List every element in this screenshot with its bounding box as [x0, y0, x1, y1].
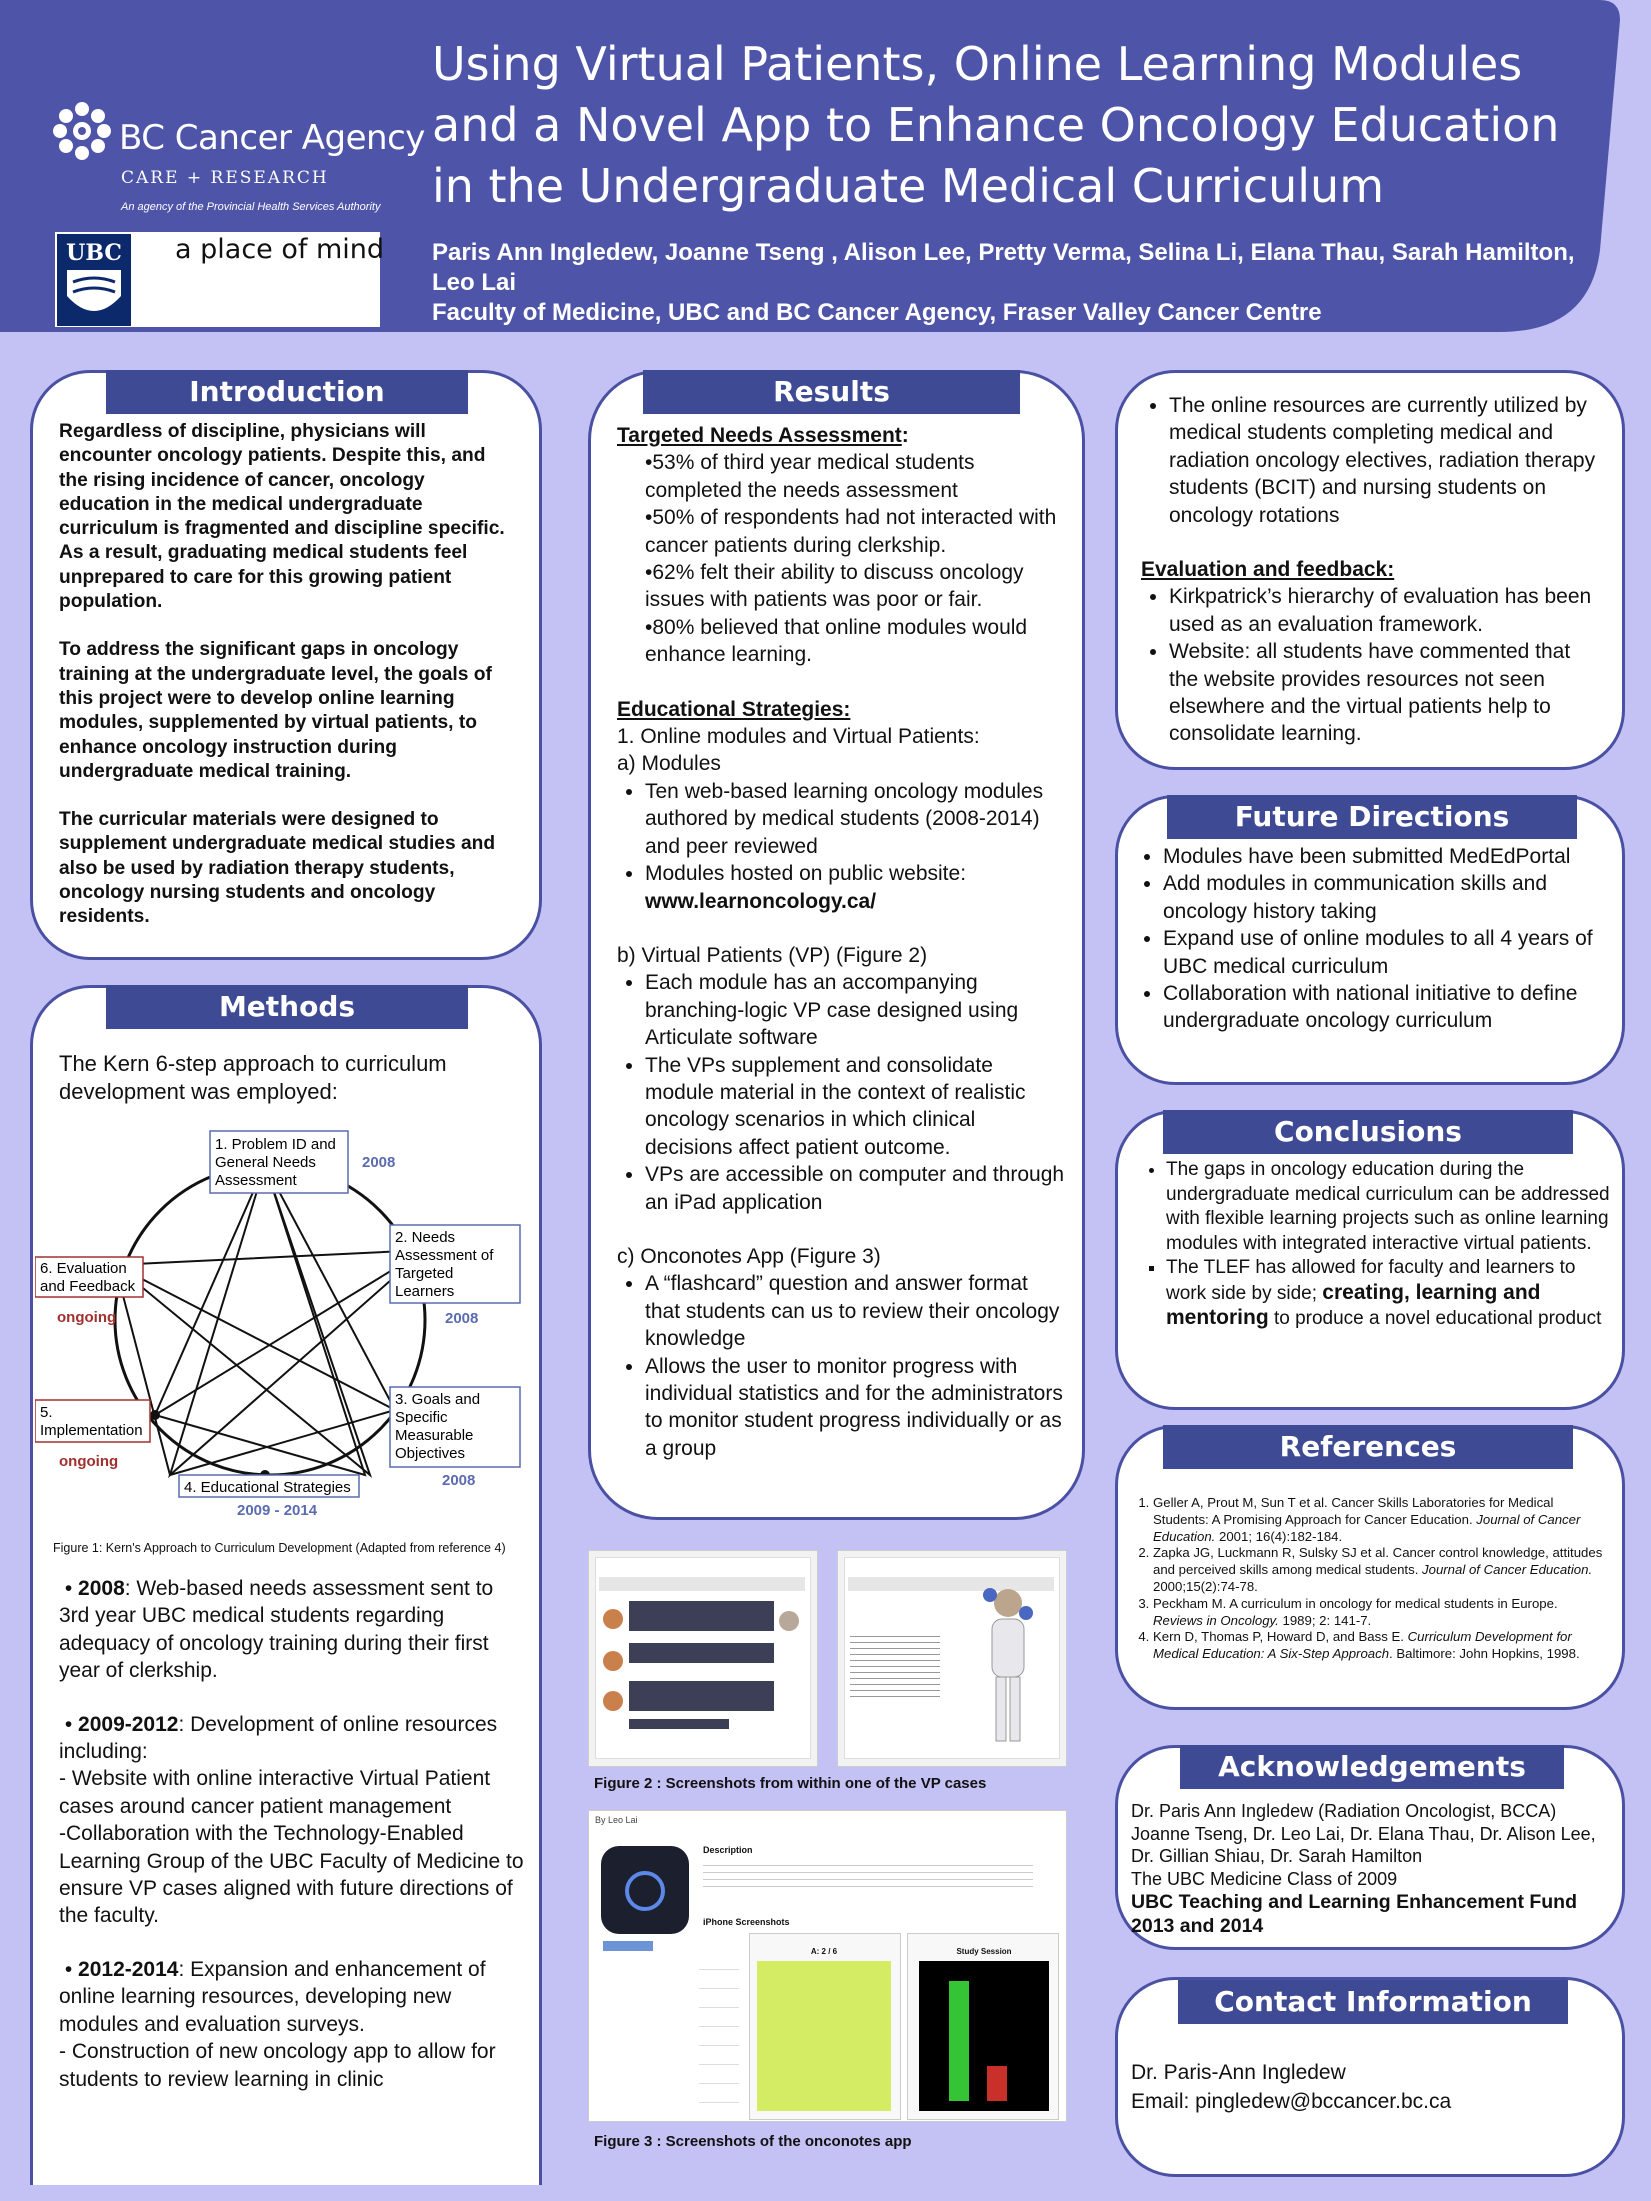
results-text: Targeted Needs Assessment: •53% of third year medical students completed the needs assessment •50% of respondents had not interacted with cancer patients during clerkship. •62% felt their ability to discuss oncology issues with patients was poor or fair. •80% believed that online modules would enhance learning. Educational Strategies: 1. Online modules and Virtual Patients: a) Modules • Ten web-based learning oncology modules authored by medical students (2008-2014) and peer reviewed • Modules hosted on public website: www.learnoncology.ca/ b) Virtual Patients (VP) (Figure 2) • Each module has an accompanying branching-logic VP case designed using Articulate software • The VPs supplement and consolidate module material in the context of realistic oncology scenarios in which clinical decisions affect patient outcome. • VPs are accessible on computer and through an iPad application c) Onconotes App (Figure 3) • A “flashcard” question and answer format that students can us to review their oncology knowledge • Allows the user to monitor progress with individual statistics and for the administrators to monitor student progress individually or as a group [617, 422, 1067, 1462]
step6-label: 6. Evaluation and Feedback [40, 1260, 136, 1295]
timeline-sub-collab: -Collaboration with the Technology-Enabled Learning Group of the UBC Faculty of Medicine to ensure VP cases aligned with future directions of the faculty. [59, 1822, 524, 1928]
contact-email[interactable]: Email: pingledew@bccancer.bc.ca [1131, 2090, 1452, 2113]
conclusions-list [1138, 1158, 1613, 1332]
tna-item: •62% felt their ability to discuss oncology issues with patients was poor or fair. [645, 561, 1024, 612]
step2-label: 2. Needs Assessment of Targeted Learners [395, 1229, 494, 1300]
fig3-description: Description [703, 1845, 753, 1855]
kern-cycle-diagram [35, 1125, 540, 1525]
step2-year: 2008 [445, 1310, 479, 1327]
introduction-p1: Regardless of discipline, physicians will encounter oncology patients. Despite this, and the rising incidence of cancer, oncology education in the medical undergraduate curriculum is fragmented and discipline specific. As a result, graduating medical students feel unprepared to care for this growing patient population. [59, 421, 505, 613]
references-list [1133, 1495, 1611, 1663]
introduction-p2: To address the significant gaps in oncology training at the undergraduate level, the goals of this project were to develop online learning modules, supplemented by virtual patients, to enhance oncology instruction during undergraduate medical training. [59, 639, 492, 782]
future-list [1135, 843, 1615, 1035]
step4-label: 4. Educational Strategies [184, 1479, 351, 1496]
reference-item: 4. Kern D, Thomas P, Howard D, and Bass E. Curriculum Development for Medical Education: A Six-Step Approach. Baltimore: John Hopkins, 1998. [1153, 1629, 1611, 1663]
bcca-logo-icon [53, 100, 111, 162]
fig3-iphone-label: iPhone Screenshots [703, 1917, 790, 1927]
acknowledgements-text [1131, 1800, 1611, 1938]
step5-note: ongoing [59, 1453, 119, 1470]
vp-list [617, 969, 1067, 1216]
ack-line: Joanne Tseng, Dr. Leo Lai, Dr. Elana Thau, Dr. Alison Lee, Dr. Gillian Shiau, Dr. Sarah Hamilton [1131, 1823, 1596, 1867]
website-link[interactable]: www.learnoncology.ca/ [645, 889, 877, 913]
poster-header [0, 0, 1651, 332]
es-online: 1. Online modules and Virtual Patients: [617, 725, 980, 749]
ubc-tagline: a place of mind [175, 234, 385, 265]
introduction-p3: The curricular materials were designed to supplement undergraduate medical studies and also be used by radiation therapy students, oncology nursing students and oncology residents. [59, 809, 496, 928]
figure3-caption: Figure 3 : Screenshots of the onconotes app [594, 2133, 912, 2150]
conclusions-heading: Conclusions [1163, 1110, 1573, 1154]
ubc-crest-icon [57, 234, 131, 326]
bcca-subtitle: CARE + RESEARCH [121, 168, 329, 188]
usage-text [1141, 392, 1601, 748]
contact-text [1131, 2058, 1611, 2116]
figure1-caption: Figure 1: Kern's Approach to Curriculum Development (Adapted from reference 4) [53, 1541, 506, 1555]
future-text [1135, 843, 1615, 1035]
modules-item: • Ten web-based learning oncology modules authored by medical students (2008-2014) and peer reviewed [645, 778, 1067, 860]
fig3-counter: A: 2 / 6 [810, 1947, 838, 1956]
contact-heading: Contact Information [1178, 1980, 1568, 2024]
ack-line: The UBC Medicine Class of 2009 [1131, 1868, 1398, 1889]
conclusion-item: ▪ The TLEF has allowed for faculty and learners to work side by side; creating, learning and mentoring to produce a novel educational product [1166, 1256, 1613, 1332]
author-list: Paris Ann Ingledew, Joanne Tseng , Alison Lee, Pretty Verma, Selina Li, Elana Thau, Sarah Hamilton, Leo Lai [432, 239, 1575, 296]
tna-list [617, 449, 1067, 668]
methods-heading: Methods [106, 985, 468, 1029]
references-text [1133, 1495, 1611, 1663]
virtual-patient-figure [978, 1581, 1038, 1751]
app-item: • Allows the user to monitor progress with individual statistics and for the administrators to monitor student progress individually or as a group [645, 1353, 1067, 1463]
modules-item: • Modules hosted on public website: www.learnoncology.ca/ [645, 860, 1067, 915]
modules-list [617, 778, 1067, 915]
ack-line: Dr. Paris Ann Ingledew (Radiation Oncologist, BCCA) [1131, 1801, 1557, 1821]
vp-screenshot-1 [588, 1550, 818, 1767]
step6-note: ongoing [57, 1309, 117, 1326]
future-item: • Collaboration with national initiative to define undergraduate oncology curriculum [1163, 980, 1615, 1035]
fig3-author: By Leo Lai [595, 1815, 638, 1825]
affiliation: Faculty of Medicine, UBC and BC Cancer Agency, Fraser Valley Cancer Centre [432, 299, 1322, 326]
onconotes-app-screenshot [588, 1810, 1067, 2122]
tna-title: Targeted Needs Assessment [617, 424, 902, 447]
step5-label: 5. Implementation [40, 1404, 143, 1439]
reference-item: 2. Zapka JG, Luckmann R, Sulsky SJ et al. Cancer control knowledge, attitudes and perceived skills among medical students. Journal of Cancer Education. 2000;15(2):74-78. [1153, 1545, 1611, 1595]
usage-item: • The online resources are currently utilized by medical students completing medical and radiation oncology electives, radiation therapy students (BCIT) and nursing students on oncology rotations [1169, 392, 1601, 529]
step3-year: 2008 [442, 1472, 476, 1489]
es-title: Educational Strategies: [617, 697, 851, 721]
fig3-study-session: Study Session [956, 1947, 1012, 1956]
conclusion-item: • The gaps in oncology education during the undergraduate medical curriculum can be addressed with flexible learning projects such as online learning modules with integrated interactive virtual patients. [1166, 1158, 1613, 1256]
vp-item: • VPs are accessible on computer and through an iPad application [645, 1161, 1067, 1216]
app-list [617, 1270, 1067, 1462]
reference-item: 3. Peckham M. A curriculum in oncology for medical students in Europe. Reviews in Oncology. 1989; 2: 141-7. [1153, 1596, 1611, 1630]
eval-item: • Kirkpatrick’s hierarchy of evaluation has been used as an evaluation framework. [1169, 583, 1601, 638]
app-title: c) Onconotes App (Figure 3) [617, 1244, 881, 1268]
step1-year: 2008 [362, 1154, 396, 1171]
methods-intro: The Kern 6-step approach to curriculum development was employed: [59, 1051, 447, 1104]
step4-year: 2009 - 2014 [237, 1502, 318, 1519]
timeline-2008: • 2008: Web-based needs assessment sent to 3rd year UBC medical students regarding adequacy of oncology training during their first year of clerkship. [59, 1577, 494, 1683]
contact-name: Dr. Paris-Ann Ingledew [1131, 2061, 1346, 2084]
timeline-2009-2012: • 2009-2012: Development of online resources including: [59, 1712, 498, 1764]
eval-title: Evaluation and feedback: [1141, 558, 1395, 582]
timeline-2012-2014: • 2012-2014: Expansion and enhancement of online learning resources, developing new modules and evaluation surveys. [59, 1957, 486, 2036]
acknowledgements-heading: Acknowledgements [1180, 1745, 1564, 1789]
tna-item: •53% of third year medical students completed the needs assessment [645, 451, 975, 502]
tna-item: •80% believed that online modules would enhance learning. [645, 615, 1028, 667]
future-item: • Expand use of online modules to all 4 years of UBC medical curriculum [1163, 925, 1615, 980]
vp-screenshot-2 [837, 1550, 1067, 1767]
bcca-tagline: An agency of the Provincial Health Services Authority [121, 201, 381, 213]
eval-list [1141, 583, 1601, 747]
timeline-sub-app: - Construction of new oncology app to allow for students to review learning in clinic [59, 2040, 496, 2091]
ack-fund: UBC Teaching and Learning Enhancement Fund 2013 and 2014 [1131, 1891, 1578, 1938]
timeline-sub-website: - Website with online interactive Virtual Patient cases around cancer patient management [59, 1767, 491, 1818]
tna-item: •50% of respondents had not interacted with cancer patients during clerkship. [645, 506, 1057, 557]
introduction-text [59, 420, 519, 930]
bcca-name: BC Cancer Agency [119, 118, 425, 158]
vp-title: b) Virtual Patients (VP) (Figure 2) [617, 943, 928, 967]
author-block [432, 238, 1582, 328]
step3-label: 3. Goals and Specific Measurable Objectives [395, 1391, 481, 1462]
eval-item: • Website: all students have commented that the website provides resources not seen elsewhere and the virtual patients help to consolidate learning. [1169, 638, 1601, 748]
reference-item: 1. Geller A, Prout M, Sun T et al. Cancer Skills Laboratories for Medical Students: A Promising Approach for Cancer Education. Journal of Cancer Education. 2001; 16(4):182-184. [1153, 1495, 1611, 1545]
es-modules: a) Modules [617, 752, 721, 776]
vp-item: • The VPs supplement and consolidate module material in the context of realistic oncology scenarios in which clinical decisions affect patient outcome. [645, 1052, 1067, 1162]
future-item: • Add modules in communication skills and oncology history taking [1163, 870, 1615, 925]
introduction-heading: Introduction [106, 370, 468, 414]
ubc-logo-text: UBC [66, 240, 122, 266]
poster-title: Using Virtual Patients, Online Learning Modules and a Novel App to Enhance Oncology Education in the Undergraduate Medical Curriculum [432, 37, 1560, 213]
app-item: • A “flashcard” question and answer format that students can us to review their oncology knowledge [645, 1270, 1067, 1352]
step1-label: 1. Problem ID and General Needs Assessment [215, 1136, 336, 1189]
figure2-caption: Figure 2 : Screenshots from within one of the VP cases [594, 1775, 987, 1792]
methods-timeline [59, 1575, 529, 2093]
conclusions-text [1138, 1158, 1613, 1332]
references-heading: References [1163, 1425, 1573, 1469]
usage-list [1141, 392, 1601, 529]
vp-item: • Each module has an accompanying branching-logic VP case designed using Articulate software [645, 969, 1067, 1051]
results-heading: Results [643, 370, 1020, 414]
future-heading: Future Directions [1167, 795, 1577, 839]
future-item: • Modules have been submitted MedEdPortal [1163, 843, 1615, 870]
